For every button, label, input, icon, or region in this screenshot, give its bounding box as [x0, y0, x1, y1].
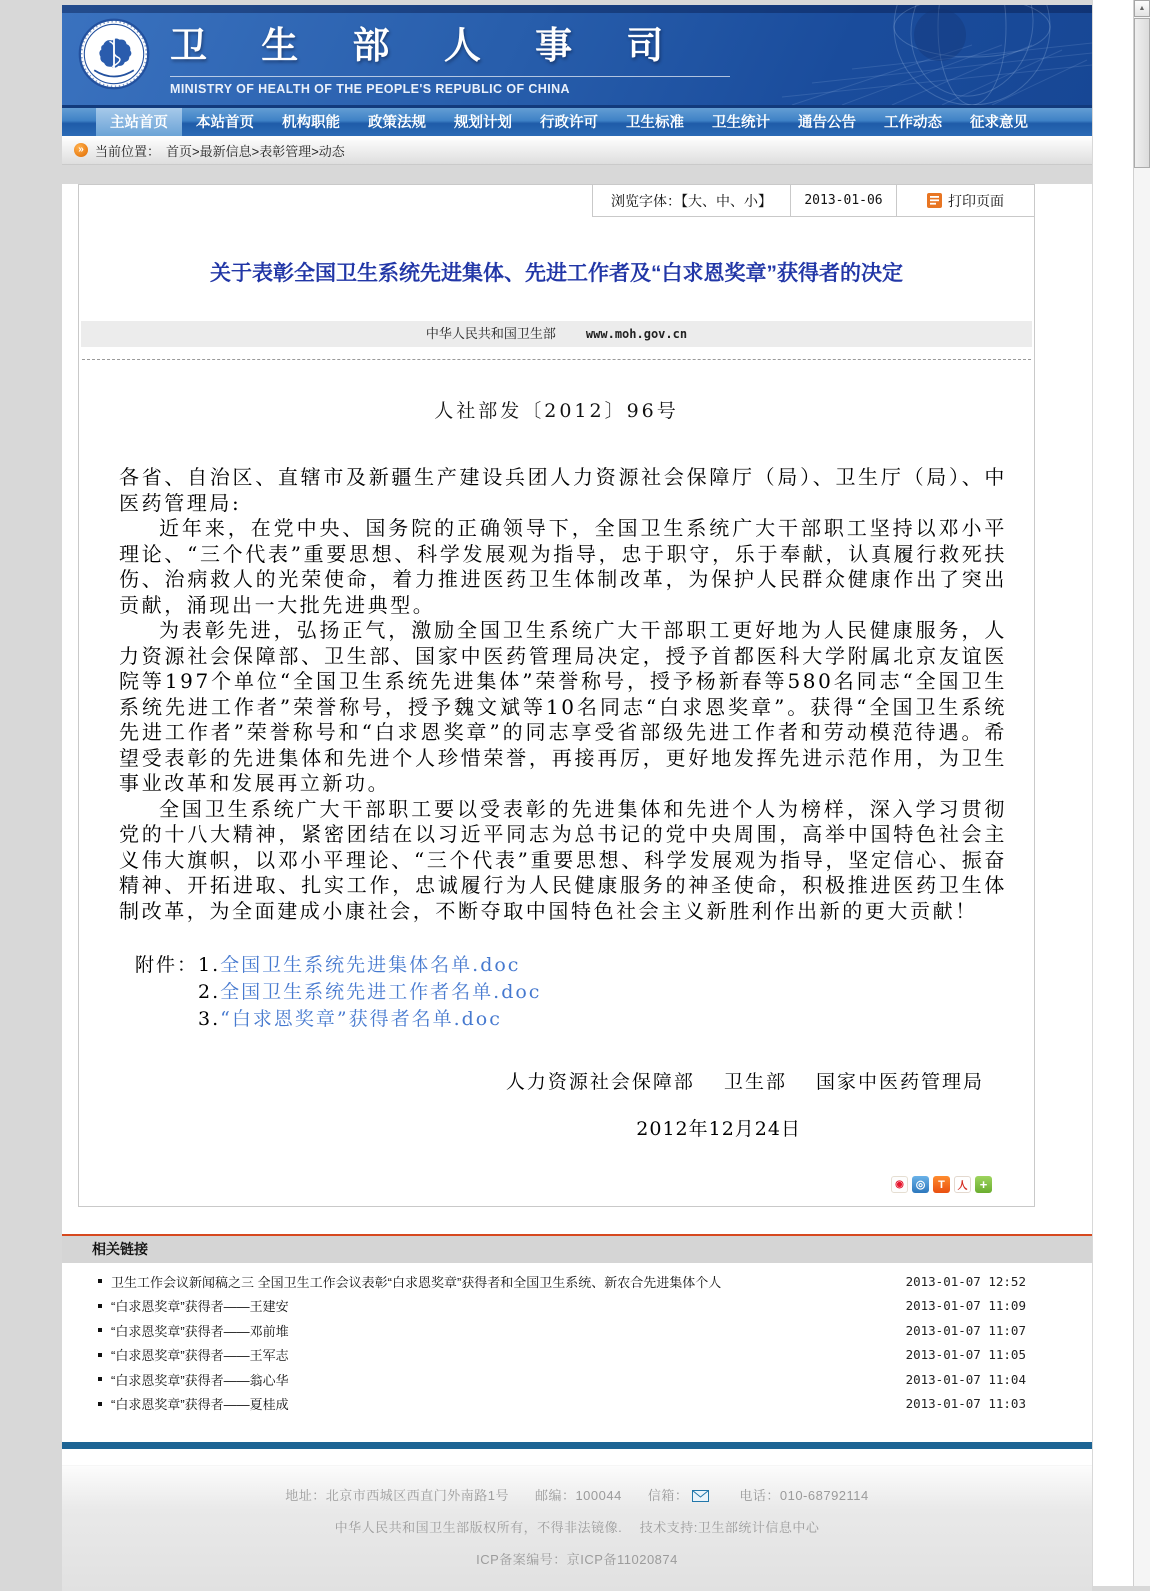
bullet-icon	[98, 1402, 102, 1406]
nav-item-policy[interactable]: 政策法规	[368, 115, 426, 131]
font-size-cell	[592, 185, 790, 217]
font-size-label: 浏览字体：	[611, 193, 681, 209]
article-toolbar	[79, 185, 1034, 217]
page-container	[62, 5, 1092, 1591]
breadcrumb-label: 当前位置：	[95, 143, 161, 159]
body-paragraph: 全国卫生系统广大干部职工要以受表彰的先进集体和先进个人为榜样，深入学习贯彻党的十八大精神，紧密团结在以习近平同志为总书记的党中央周围，高举中国特色社会主义伟大旗帜，以邓小平理论、“三个代表”重要思想、科学发展观为指导，坚定信心、振奋精神、开拓进取、扎实工作，忠诚履行为人民健康服务的神圣使命，积极推进医药卫生体制改革，为全面建成小康社会，不断夺取中国特色社会主义新胜利作出新的更大贡献！	[119, 796, 1007, 923]
related-link-row	[62, 1294, 1092, 1319]
related-link[interactable]: “白求恩奖章”获得者——翁心华	[111, 1372, 289, 1388]
qzone-share-icon[interactable]	[912, 1176, 929, 1193]
attachments-block	[135, 952, 1034, 1033]
globe-graphic	[672, 5, 1092, 105]
bullet-icon	[98, 1353, 102, 1357]
nav-item-main-home[interactable]: 主站首页	[96, 108, 182, 136]
body-paragraph: 为表彰先进，弘扬正气，激励全国卫生系统广大干部职工更好地为人民健康服务，人力资源社会保障部、卫生部、国家中医药管理局决定，授予首都医科大学附属北京友谊医院等197个单位“全国卫生系统先进集体”荣誉称号，授予杨新春等580名同志“全国卫生系统先进工作者”荣誉称号，授予魏文斌等10名同志“白求恩奖章”。获得“全国卫生系统先进工作者”荣誉称号和“白求恩奖章”的同志享受省部级先进工作者和劳动模范待遇。希望受表彰的先进集体和先进个人珍惜荣誉，再接再厉，更好地发挥先进示范作用，为卫生事业改革和发展再立新功。	[119, 618, 1007, 795]
ministry-emblem-logo	[78, 18, 150, 95]
attachment-link-3[interactable]	[198, 1006, 541, 1033]
footer-tel: 电话：010-68792114	[739, 1488, 869, 1503]
attachment-name: 全国卫生系统先进工作者名单.doc	[220, 981, 542, 1003]
article-title: 关于表彰全国卫生系统先进集体、先进工作者及“白求恩奖章”获得者的决定	[210, 262, 903, 285]
nav-item-functions[interactable]: 机构职能	[282, 115, 340, 131]
footer-copyright: 中华人民共和国卫生部版权所有，不得非法镜像. 技术支持:卫生部统计信息中心	[334, 1520, 820, 1535]
print-icon	[927, 193, 942, 208]
print-page-button[interactable]	[896, 185, 1034, 217]
taobao-share-icon[interactable]	[933, 1176, 950, 1193]
attachments-label: 附件：	[135, 954, 199, 976]
nav-item-standards[interactable]: 卫生标准	[626, 115, 684, 131]
dashed-divider	[82, 359, 1031, 360]
related-links-title: 相关链接	[62, 1236, 1092, 1263]
site-header	[62, 5, 1092, 105]
related-link[interactable]: “白求恩奖章”获得者——王建安	[111, 1299, 289, 1315]
footer-contact-row	[62, 1485, 1092, 1504]
related-link-time: 2013-01-07 11:03	[905, 1396, 1026, 1412]
related-links-list	[62, 1263, 1092, 1442]
bullet-icon	[98, 1279, 102, 1283]
footer-icp: ICP备案编号：京ICP备11020874	[476, 1552, 678, 1567]
share-buttons	[891, 1176, 992, 1193]
related-link-row	[62, 1318, 1092, 1343]
related-links-section	[62, 1234, 1092, 1442]
nav-item-planning[interactable]: 规划计划	[454, 115, 512, 131]
footer-address: 地址：北京市西城区西直门外南路1号	[285, 1488, 509, 1503]
envelope-icon[interactable]	[692, 1490, 709, 1502]
page-right-margin	[1093, 0, 1133, 1586]
attachment-number: 1.	[198, 954, 221, 976]
attachment-link-2[interactable]	[198, 979, 541, 1006]
content-area	[62, 184, 1092, 1449]
footer-zip: 邮编：100044	[534, 1488, 622, 1503]
scroll-up-arrow-icon[interactable]: ▲	[1134, 0, 1150, 17]
nav-item-licensing[interactable]: 行政许可	[540, 115, 598, 131]
attachment-number: 3.	[198, 1008, 221, 1030]
baidu-share-icon[interactable]	[954, 1176, 971, 1193]
related-link[interactable]: “白求恩奖章”获得者——邓前堆	[111, 1323, 289, 1339]
font-size-options[interactable]: 【大、中、小】	[681, 193, 772, 209]
salutation-paragraph: 各省、自治区、直辖市及新疆生产建设兵团人力资源社会保障厅（局）、卫生厅（局）、中医药管理局:	[119, 465, 1007, 515]
site-footer	[62, 1465, 1092, 1591]
related-link[interactable]: “白求恩奖章”获得者——夏桂成	[111, 1397, 289, 1413]
related-link-time: 2013-01-07 11:07	[905, 1322, 1026, 1338]
nav-item-notices[interactable]: 通告公告	[798, 115, 856, 131]
attachment-number: 2.	[198, 981, 221, 1003]
vertical-scrollbar[interactable]	[1133, 0, 1150, 1586]
breadcrumb	[62, 136, 1092, 165]
nav-item-statistics[interactable]: 卫生统计	[712, 115, 770, 131]
source-name: 中华人民共和国卫生部	[425, 326, 556, 341]
main-nav	[62, 105, 1092, 136]
bullet-icon	[98, 1304, 102, 1308]
related-link-time: 2013-01-07 11:04	[905, 1371, 1026, 1387]
site-subtitle: MINISTRY OF HEALTH OF THE PEOPLE'S REPUBLIC OF CHINA	[170, 76, 730, 96]
document-number: 人社部发〔2012〕96号	[434, 400, 679, 422]
nav-item-site-home[interactable]: 本站首页	[196, 115, 254, 131]
article-body	[119, 465, 1007, 924]
related-link[interactable]: “白求恩奖章”获得者——王军志	[111, 1348, 289, 1364]
print-label: 打印页面	[948, 192, 1004, 209]
nav-item-feedback[interactable]: 征求意见	[970, 115, 1028, 131]
issuing-authorities: 人力资源社会保障部 卫生部 国家中医药管理局	[505, 1071, 984, 1093]
bullet-icon	[98, 1377, 102, 1381]
attachment-name: “白求恩奖章”获得者名单.doc	[220, 1008, 502, 1030]
issue-date: 2012年12月24日	[636, 1118, 801, 1140]
related-link[interactable]: 卫生工作会议新闻稿之三 全国卫生工作会议表彰“白求恩奖章”获得者和全国卫生系统、新农合先进集体个人	[111, 1274, 722, 1290]
bottom-blue-divider	[62, 1442, 1092, 1449]
site-title: 卫 生 部 人 事 司	[170, 25, 686, 66]
related-link-time: 2013-01-07 11:05	[905, 1347, 1026, 1363]
related-link-row	[62, 1367, 1092, 1392]
footer-mail-label: 信箱：	[647, 1488, 689, 1503]
nav-item-work-news[interactable]: 工作动态	[884, 115, 942, 131]
breadcrumb-arrow-icon: »	[74, 143, 88, 157]
attachment-link-1[interactable]	[198, 952, 541, 979]
footer-gap	[62, 1449, 1092, 1465]
source-url: www.moh.gov.cn	[585, 327, 688, 341]
more-share-icon[interactable]	[975, 1176, 992, 1193]
scrollbar-thumb[interactable]	[1134, 18, 1150, 168]
site-title-block	[170, 15, 730, 96]
related-link-row	[62, 1343, 1092, 1368]
article-box	[78, 184, 1035, 1207]
breadcrumb-path[interactable]: 首页>最新信息>表彰管理>动态	[166, 143, 345, 159]
related-link-time: 2013-01-07 12:52	[905, 1273, 1026, 1289]
related-link-row	[62, 1392, 1092, 1417]
sina-weibo-share-icon[interactable]	[891, 1176, 908, 1193]
bullet-icon	[98, 1328, 102, 1332]
source-bar	[81, 321, 1032, 347]
article-date: 2013-01-06	[790, 185, 896, 217]
attachment-name: 全国卫生系统先进集体名单.doc	[220, 954, 521, 976]
related-link-row	[62, 1269, 1092, 1294]
related-link-time: 2013-01-07 11:09	[905, 1298, 1026, 1314]
body-paragraph: 近年来，在党中央、国务院的正确领导下，全国卫生系统广大干部职工坚持以邓小平理论、“三个代表”重要思想、科学发展观为指导，忠于职守，乐于奉献，认真履行救死扶伤、治病救人的光荣使命，着力推进医药卫生体制改革，为保护人民群众健康作出了突出贡献，涌现出一大批先进典型。	[119, 516, 1007, 617]
